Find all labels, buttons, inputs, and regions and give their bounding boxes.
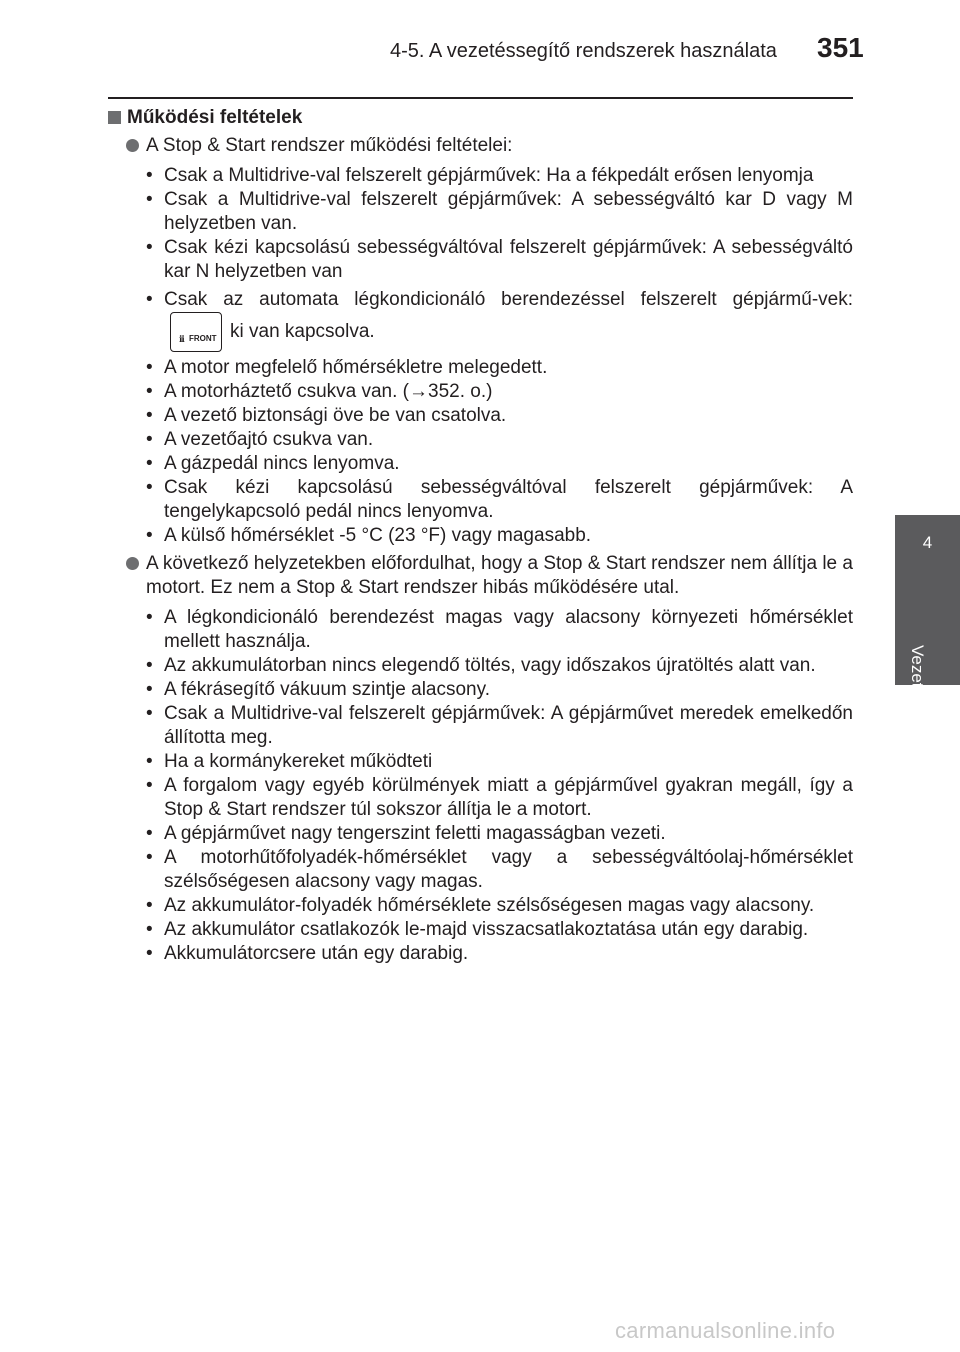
list-item: • Az akkumulátor csatlakozók le-majd visszacsatlakoztatása után egy darabig. (146, 919, 809, 940)
list-item: • A fékrásegítő vákuum szintje alacsony. (146, 679, 490, 700)
bullet: • (146, 943, 153, 964)
bullet: • (146, 607, 153, 628)
list-item: • Az akkumulátorban nincs elegendő töltés, vagy időszakos újratöltés alatt van. (146, 655, 816, 676)
situations-list (108, 606, 853, 966)
square-bullet-icon (108, 111, 121, 124)
circle-bullet-icon (126, 557, 139, 570)
front-defroster-button-icon: ℹℹ FRONT (170, 312, 222, 352)
list-item: • A gázpedál nincs lenyomva. (146, 453, 400, 474)
list-item: • Csak a Multidrive-val felszerelt gépjárművek: A gépjárművet meredek emelkedőn állította meg. (146, 703, 853, 748)
bullet: • (146, 429, 153, 450)
bullet: • (146, 895, 153, 916)
chapter-number: 4 (922, 533, 933, 552)
page-number: 351 (817, 32, 864, 63)
list-item: • A vezető biztonsági öve be van csatolva. (146, 405, 507, 426)
point-2: A következő helyzetekben előfordulhat, hogy a Stop & Start rendszer nem állítja le a motort. Ez nem a Stop & Start rendszer hibás működésére utal. (108, 552, 853, 600)
list-item: • Csak kézi kapcsolású sebességváltóval felszerelt gépjárművek: A sebességváltó kar N helyzetben van (146, 237, 853, 282)
chapter-label: Vezetés (908, 645, 927, 706)
bullet: • (146, 775, 153, 796)
section-heading: Működési feltételek (108, 106, 853, 130)
list-item: • A motorháztető csukva van. (→352. o.) (146, 381, 493, 402)
bullet: • (146, 381, 153, 402)
bullet: • (146, 751, 153, 772)
list-item: • A vezetőajtó csukva van. (146, 429, 374, 450)
bullet: • (146, 823, 153, 844)
list-item: • Ha a kormánykereket működteti (146, 751, 433, 772)
conditions-list-2 (108, 356, 853, 548)
list-item: • Csak kézi kapcsolású sebességváltóval felszerelt gépjárművek: A tengelykapcsoló pedál nincs lenyomva. (146, 477, 853, 522)
list-item: • Akkumulátorcsere után egy darabig. (146, 943, 469, 964)
bullet: • (146, 703, 153, 724)
bullet: • (146, 655, 153, 676)
conditions-list (108, 164, 853, 284)
bullet: • (146, 405, 153, 426)
header-section-title: 4-5. A vezetéssegítő rendszerek használata (390, 40, 777, 62)
bullet: • (146, 919, 153, 940)
bullet: • (146, 525, 153, 546)
list-item: • A motorhűtőfolyadék-hőmérséklet vagy a sebességváltóolaj-hőmérséklet szélsőségesen alacsony vagy magas. (146, 847, 853, 892)
bullet: • (146, 453, 153, 474)
conditions-list-ac (108, 288, 853, 352)
list-item: • Csak a Multidrive-val felszerelt gépjárművek: A sebességváltó kar D vagy M helyzetben van. (146, 189, 853, 234)
list-item: • A külső hőmérséklet -5 °C (23 °F) vagy magasabb. (146, 525, 592, 546)
bullet: • (146, 237, 153, 258)
main-content (108, 106, 853, 970)
header-rule (108, 97, 853, 99)
list-item: • A motor megfelelő hőmérsékletre melegedett. (146, 357, 548, 378)
list-item: • Csak a Multidrive-val felszerelt gépjárművek: Ha a fékpedált erősen lenyomja (146, 165, 814, 186)
list-item: • A légkondicionáló berendezést magas vagy alacsony környezeti hőmérséklet mellett használja. (146, 607, 853, 652)
watermark: carmanualsonline.info (615, 1318, 836, 1343)
bullet: • (146, 477, 153, 498)
bullet: • (146, 165, 153, 186)
bullet: • (146, 679, 153, 700)
bullet: • (146, 189, 153, 210)
bullet: • (146, 357, 153, 378)
list-item: • A gépjárművet nagy tengerszint feletti magasságban vezeti. (146, 823, 666, 844)
point-1: A Stop & Start rendszer működési feltételei: (108, 134, 853, 158)
bullet: • (146, 847, 153, 868)
list-item: • Az akkumulátor-folyadék hőmérséklete szélsőségesen magas vagy alacsony. (146, 895, 815, 916)
circle-bullet-icon (126, 139, 139, 152)
list-item: • Csak az automata légkondicionáló berendezéssel felszerelt gépjármű-vek: ℹℹ FRONT ki van kapcsolva. (108, 288, 853, 352)
list-item: • A forgalom vagy egyéb körülmények miatt a gépjárművel gyakran megáll, így a Stop & Start rendszer túl sokszor állítja le a motort. (146, 775, 853, 820)
